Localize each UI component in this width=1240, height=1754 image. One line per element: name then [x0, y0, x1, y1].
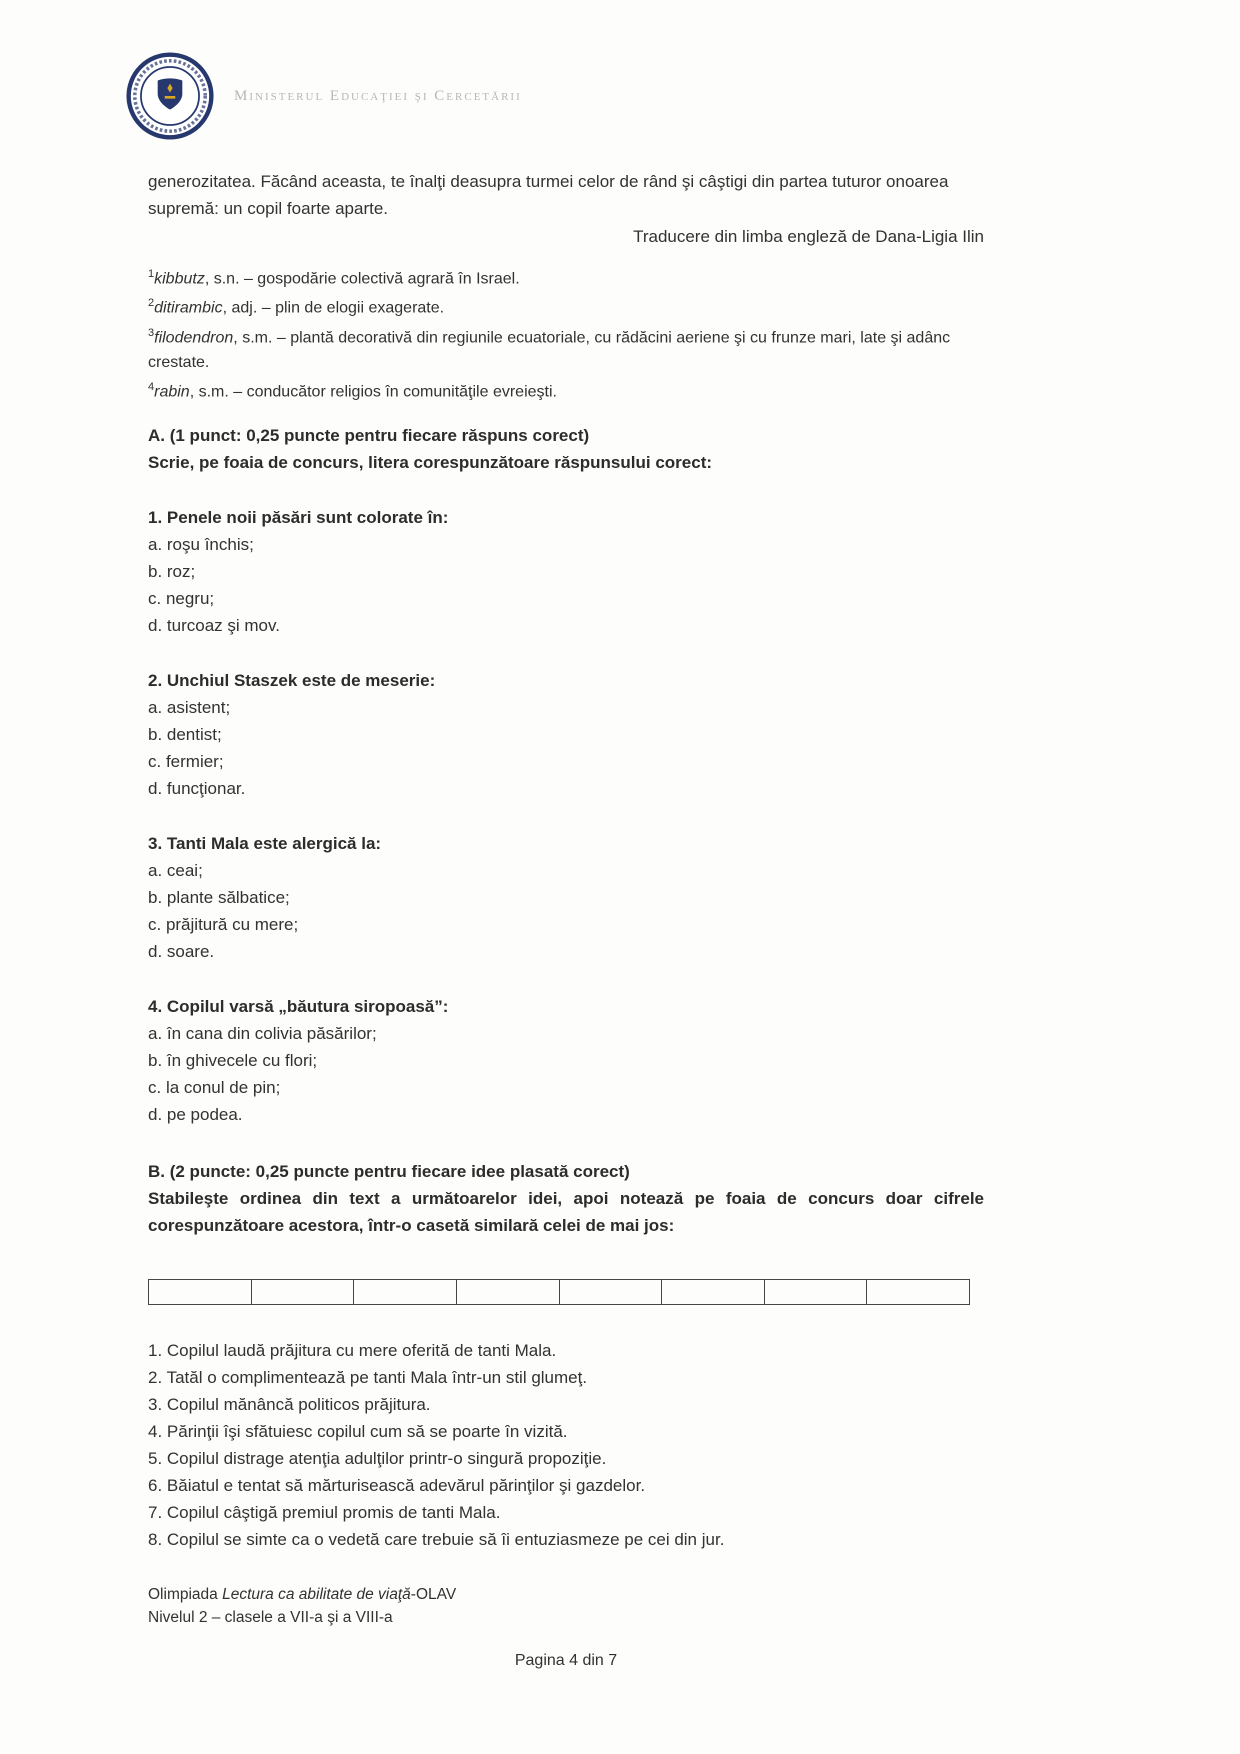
- question-option: d. pe podea.: [148, 1105, 243, 1125]
- footnote-text: , adj. – plin de elogii exagerate.: [222, 299, 445, 317]
- question-option: c. fermier;: [148, 752, 224, 772]
- question-option: b. roz;: [148, 562, 196, 582]
- ministry-name: Ministerul Educaţiei şi Cercetării: [234, 88, 522, 104]
- question-4: [148, 993, 984, 1128]
- answer-box-cell: [765, 1280, 868, 1304]
- question-option: d. soare.: [148, 942, 215, 962]
- question-option: a. în cana din colivia păsărilor;: [148, 1024, 377, 1044]
- idea-item: 1. Copilul laudă prăjitura cu mere oferită de tanti Mala.: [148, 1341, 557, 1361]
- question-option: a. ceai;: [148, 861, 203, 881]
- footnote: [148, 375, 984, 404]
- intro-paragraph: generozitatea. Făcând aceasta, te înalţi deasupra turmei celor de rând şi câştigi din partea tuturor onoarea supremă: un copil foarte aparte.: [148, 172, 949, 218]
- footer-olympiad-suffix: -OLAV: [410, 1586, 457, 1604]
- idea-item: 7. Copilul câştigă premiul promis de tanti Mala.: [148, 1503, 501, 1523]
- page-footer: [148, 1583, 984, 1629]
- question-2: [148, 667, 984, 802]
- idea-item: 2. Tatăl o complimentează pe tanti Mala într-un stil glumeţ.: [148, 1368, 588, 1388]
- ideas-list: [148, 1337, 984, 1553]
- question-option: c. prăjitură cu mere;: [148, 915, 299, 935]
- answer-box-cell: [867, 1280, 969, 1304]
- idea-item: 4. Părinţii îşi sfătuiesc copilul cum să se poarte în vizită.: [148, 1422, 568, 1442]
- footnote-term: ditirambic: [154, 299, 223, 317]
- footnote-number: 1: [148, 268, 155, 280]
- question-option: b. în ghivecele cu flori;: [148, 1051, 318, 1071]
- footnote-term: filodendron: [154, 328, 234, 346]
- footnote: [148, 291, 984, 320]
- question-option: a. roşu închis;: [148, 535, 254, 555]
- question-option: b. dentist;: [148, 725, 222, 745]
- question-option: c. negru;: [148, 589, 215, 609]
- footnote-text: , s.n. – gospodărie colectivă agrară în Israel.: [204, 270, 520, 288]
- answer-box-cell: [457, 1280, 560, 1304]
- answer-box-cell: [662, 1280, 765, 1304]
- section-b-points: B. (2 puncte: 0,25 puncte pentru fiecare idee plasată corect): [148, 1162, 630, 1182]
- answer-box-cell: [252, 1280, 355, 1304]
- answer-box-cell: [354, 1280, 457, 1304]
- footnote: [148, 321, 984, 375]
- question-option: c. la conul de pin;: [148, 1078, 281, 1098]
- question-3: [148, 830, 984, 965]
- section-a-instruction: Scrie, pe foaia de concurs, litera corespunzătoare răspunsului corect:: [148, 453, 713, 473]
- section-b-instruction: Stabileşte ordinea din text a următoarelor idei, apoi notează pe foaia de concurs doar cifrele corespunzătoare acestora, într-o casetă similară celei de mai jos:: [148, 1189, 984, 1236]
- footer-olympiad-title: Lectura ca abilitate de viaţă: [222, 1586, 411, 1604]
- section-a-points: A. (1 punct: 0,25 puncte pentru fiecare răspuns corect): [148, 426, 590, 446]
- section-b-heading: [148, 1158, 984, 1239]
- idea-item: 8. Copilul se simte ca o vedetă care trebuie să îi entuziasmeze pe cei din jur.: [148, 1530, 725, 1550]
- footer-olympiad-line: [148, 1583, 984, 1606]
- footer-level-line: Nivelul 2 – clasele a VII-a şi a VIII-a: [148, 1609, 393, 1627]
- question-title: 2. Unchiul Staszek este de meserie:: [148, 671, 436, 691]
- footer-olympiad-prefix: Olimpiada: [148, 1586, 223, 1604]
- footnote-term: kibbutz: [154, 270, 205, 288]
- question-title: 4. Copilul varsă „băutura siropoasă”:: [148, 997, 449, 1017]
- footnotes: [148, 262, 984, 404]
- document-body: [148, 0, 984, 1674]
- question-option: b. plante sălbatice;: [148, 888, 290, 908]
- footnote-term: rabin: [154, 383, 190, 401]
- question-title: 1. Penele noii păsări sunt colorate în:: [148, 508, 449, 528]
- translation-credit: Traducere din limba engleză de Dana-Ligia Ilin: [633, 227, 984, 246]
- question-1: [148, 504, 984, 639]
- idea-item: 3. Copilul mănâncă politicos prăjitura.: [148, 1395, 431, 1415]
- question-option: d. funcţionar.: [148, 779, 246, 799]
- idea-item: 5. Copilul distrage atenţia adulţilor printr-o singură propoziţie.: [148, 1449, 607, 1469]
- answer-box: [148, 1279, 970, 1305]
- footnote-text: , s.m. – conducător religios în comunităţile evreieşti.: [189, 383, 557, 401]
- question-option: d. turcoaz şi mov.: [148, 616, 280, 636]
- footnote-number: 4: [148, 380, 155, 393]
- question-title: 3. Tanti Mala este alergică la:: [148, 834, 382, 854]
- footnote-number: 3: [148, 326, 155, 339]
- footnote-number: 2: [148, 297, 155, 310]
- footnote: [148, 262, 984, 291]
- section-a-heading: [148, 422, 984, 476]
- page-number: Pagina 4 din 7: [514, 1652, 618, 1670]
- answer-box-cell: [149, 1280, 252, 1304]
- question-option: a. asistent;: [148, 698, 231, 718]
- answer-box-cell: [560, 1280, 663, 1304]
- footnote-text: , s.m. – plantă decorativă din regiunile ecuatoriale, cu rădăcini aeriene şi cu frunze mari, late şi adânc crestate.: [148, 328, 951, 371]
- idea-item: 6. Băiatul e tentat să mărturisească adevărul părinţilor şi gazdelor.: [148, 1476, 646, 1496]
